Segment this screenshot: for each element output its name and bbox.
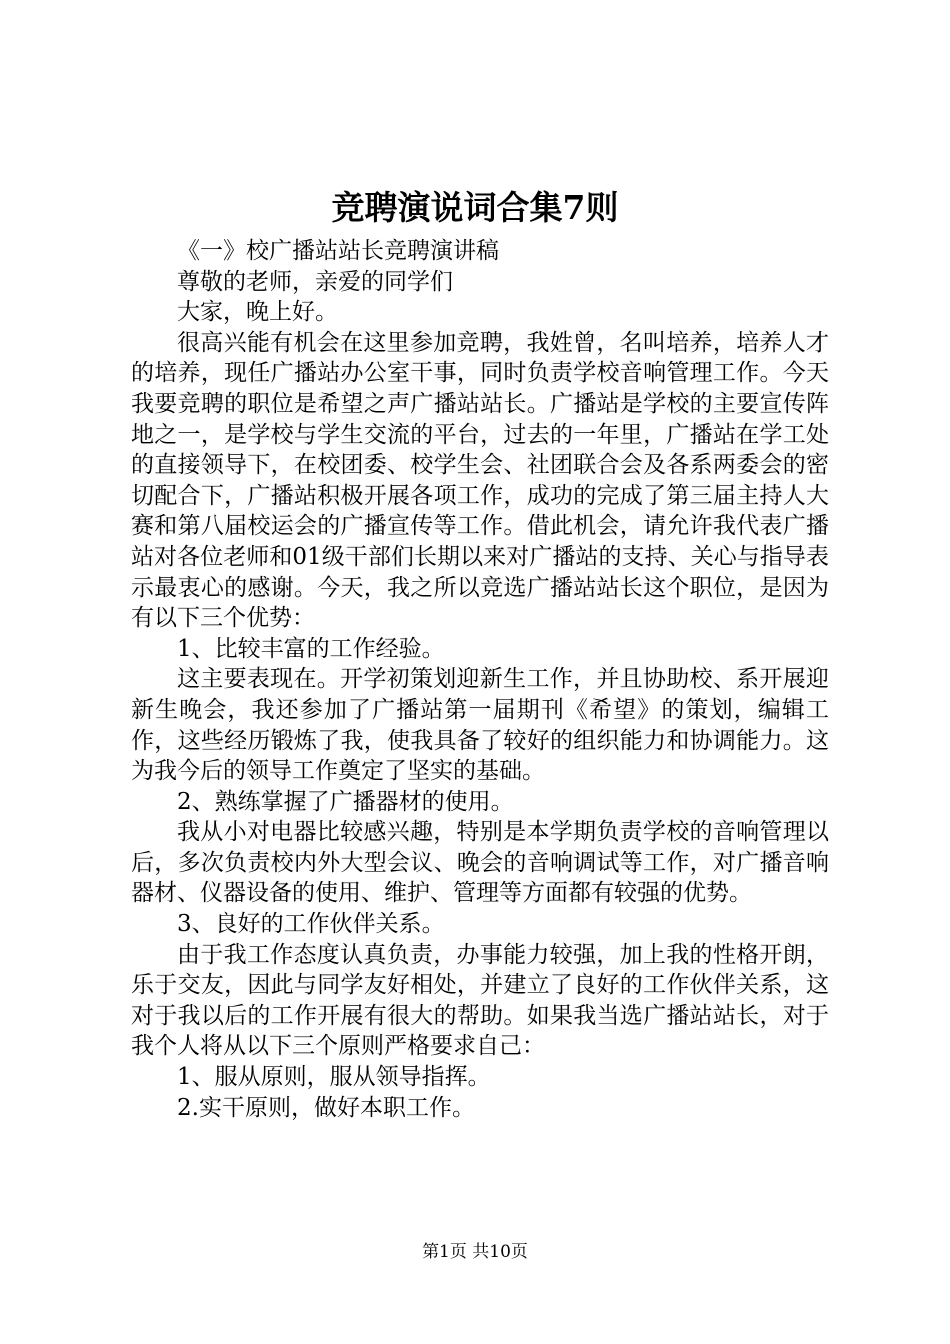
paragraph-greeting: 大家，晚上好。 [177, 299, 338, 326]
paragraph-point-1: 1、比较丰富的工作经验。 [177, 635, 445, 662]
document-title: 竞聘演说词合集7则 [331, 188, 619, 227]
paragraph-point-2-detail: 我从小对电器比较感兴趣，特别是本学期负责学校的音响管理以后，多次负责校内外大型会议、晚会的音响调试等工作，对广播音响器材、仪器设备的使用、维护、管理等方面都有较强的优势。 [131, 819, 829, 907]
paragraph-point-3-detail: 由于我工作态度认真负责，办事能力较强，加上我的性格开朗，乐于交友，因此与同学友好相处，并建立了良好的工作伙伴关系，这对于我以后的工作开展有很大的帮助。如果我当选广播站站长，对于我个人将从以下三个原则严格要求自己： [131, 941, 829, 1060]
paragraph-point-1-detail: 这主要表现在。开学初策划迎新生工作，并且协助校、系开展迎新生晚会，我还参加了广播站第一届期刊《希望》的策划，编辑工作，这些经历锻炼了我，使我具备了较好的组织能力和协调能力。这为我今后的领导工作奠定了坚实的基础。 [131, 666, 829, 785]
document-body [131, 236, 829, 1123]
paragraph-salutation: 尊敬的老师，亲爱的同学们 [177, 268, 453, 295]
paragraph-principle-1: 1、服从原则，服从领导指挥。 [177, 1064, 491, 1091]
paragraph-introduction: 很高兴能有机会在这里参加竞聘，我姓曾，名叫培养，培养人才的培养，现任广播站办公室干事，同时负责学校音响管理工作。今天我要竞聘的职位是希望之声广播站站长。广播站是学校的主要宣传阵地之一，是学校与学生交流的平台，过去的一年里，广播站在学工处的直接领导下，在校团委、校学生会、社团联合会及各系两委会的密切配合下，广播站积极开展各项工作，成功的完成了第三届主持人大赛和第八届校运会的广播宣传等工作。借此机会，请允许我代表广播站对各位老师和01级干部们长期以来对广播站的支持、关心与指导表示最衷心的感谢。今天，我之所以竞选广播站站长这个职位，是因为有以下三个优势： [131, 329, 829, 632]
paragraph-principle-2: 2.实干原则，做好本职工作。 [177, 1094, 475, 1121]
paragraph-point-2: 2、熟练掌握了广播器材的使用。 [177, 788, 514, 815]
page-footer: 第1页 共10页 [422, 1242, 528, 1262]
paragraph-heading: 《一》校广播站站长竞聘演讲稿 [177, 238, 499, 264]
paragraph-point-3: 3、良好的工作伙伴关系。 [177, 911, 445, 938]
